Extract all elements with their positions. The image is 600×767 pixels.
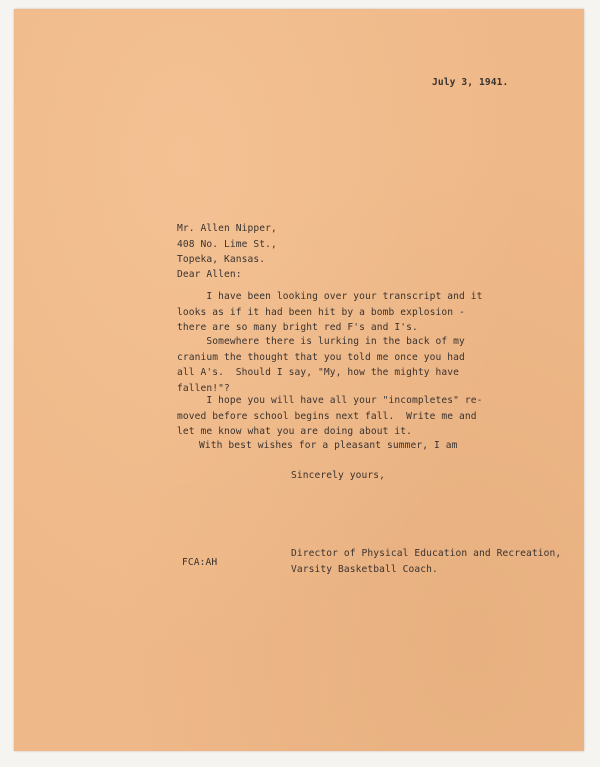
signature-title-line-2: Varsity Basketball Coach. (291, 563, 438, 575)
recipient-city: Topeka, Kansas. (177, 254, 266, 266)
salutation: Dear Allen: (177, 269, 242, 280)
body-paragraph-2: Somewhere there is lurking in the back of my cranium the thought that you told me once you had all A's. Should I say, "My, how the mighty have fallen!"? (177, 336, 465, 394)
recipient-street: 408 No. Lime St., (177, 238, 277, 250)
body-paragraph-4: With best wishes for a pleasant summer, I am (199, 440, 458, 451)
recipient-name: Mr. Allen Nipper, (177, 223, 277, 234)
letter-date: July 3, 1941. (432, 77, 509, 88)
body-paragraph-1: I have been looking over your transcript and it looks as if it had been hit by a bomb explosion - there are so many bright red F's and I's. (177, 291, 483, 334)
recipient-address (177, 221, 277, 268)
signature-title-line-1: Director of Physical Education and Recreation, (291, 548, 562, 559)
body-paragraph-3: I hope you will have all your "incompletes" re- moved before school begins next fall. Write me and let me know what you are doing about it. (177, 395, 483, 438)
reference-initials: FCA:AH (182, 557, 218, 568)
complimentary-close: Sincerely yours, (291, 470, 386, 481)
letter-page (14, 9, 584, 751)
signature-block (291, 546, 561, 577)
